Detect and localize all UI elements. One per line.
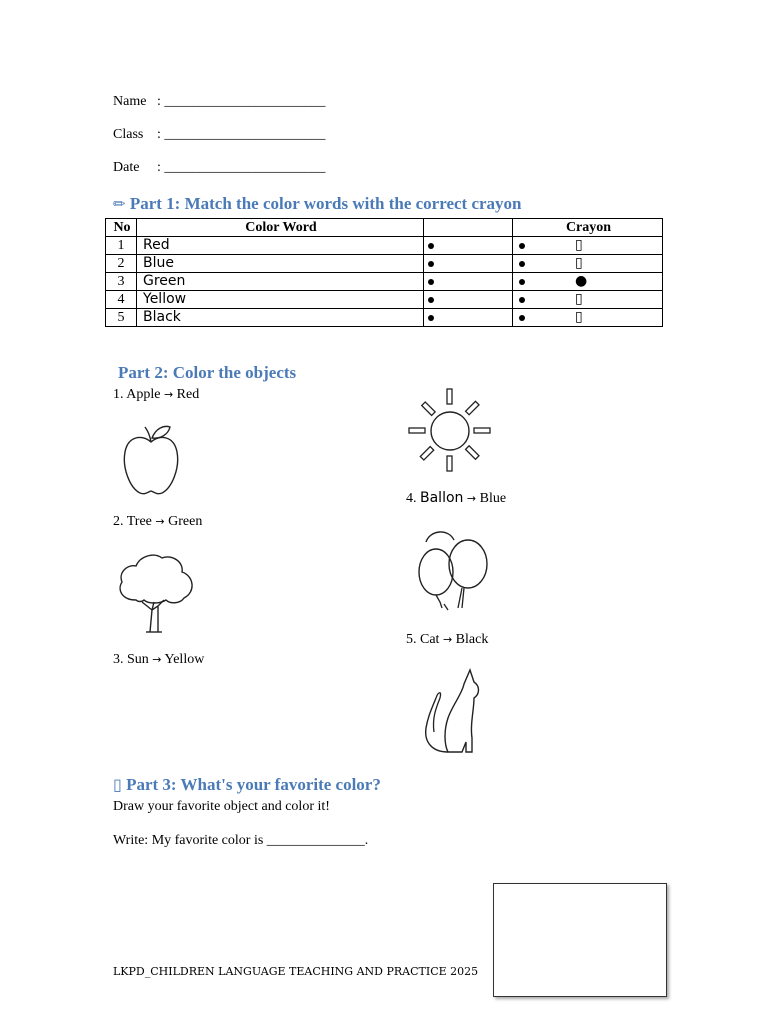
crayon-cell[interactable] [513, 309, 663, 327]
class-field[interactable] [113, 127, 325, 143]
part1-heading [113, 194, 522, 214]
row-no: 5 [106, 309, 137, 327]
row-word: Red [137, 237, 424, 255]
word-dot[interactable] [424, 309, 513, 327]
matching-table [105, 218, 663, 327]
pencil-icon: ✏ [113, 195, 126, 213]
header-crayon: Crayon [513, 219, 663, 237]
word-dot[interactable] [424, 273, 513, 291]
table-row [106, 255, 663, 273]
name-blank[interactable]: _______________________ [164, 94, 326, 109]
crayon-cell[interactable] [513, 291, 663, 309]
apple-icon[interactable] [118, 422, 184, 498]
tree-icon[interactable] [114, 550, 198, 634]
crayon-icon: ● [575, 273, 588, 289]
crayon-dot[interactable] [519, 261, 525, 267]
balloon-icon[interactable] [414, 528, 494, 614]
row-no: 3 [106, 273, 137, 291]
footer-text: LKPD_CHILDREN LANGUAGE TEACHING AND PRACTICE 2025 [113, 965, 479, 978]
part3-heading [113, 775, 381, 795]
cat-icon[interactable] [418, 668, 488, 756]
crayon-icon: ▯ [575, 309, 583, 325]
word-dot[interactable] [424, 237, 513, 255]
class-blank[interactable]: _______________________ [164, 127, 326, 142]
header-color-word: Color Word [137, 219, 424, 237]
palette-icon: ▯ [113, 775, 122, 794]
part1-title: Part 1: Match the color words with the correct crayon [129, 194, 522, 213]
row-word: Green [137, 273, 424, 291]
table-row [106, 273, 663, 291]
item-apple: 1. Apple → Red [113, 387, 200, 402]
item-cat: 5. Cat → Black [406, 632, 489, 647]
row-no: 1 [106, 237, 137, 255]
table-header-row [106, 219, 663, 237]
item-sun: 3. Sun → Yellow [113, 652, 205, 667]
row-word: Yellow [137, 291, 424, 309]
part3-instruction: Draw your favorite object and color it! [113, 799, 330, 814]
item-tree: 2. Tree → Green [113, 514, 203, 529]
table-row [106, 291, 663, 309]
date-label: Date [113, 160, 140, 175]
row-no: 4 [106, 291, 137, 309]
date-blank[interactable]: _______________________ [164, 160, 326, 175]
crayon-cell[interactable] [513, 255, 663, 273]
drawing-box[interactable] [493, 883, 667, 997]
class-separator: : [157, 127, 161, 142]
crayon-icon: ▯ [575, 291, 583, 307]
crayon-icon: ▯ [575, 255, 583, 271]
crayon-icon: ▯ [575, 237, 583, 253]
header-no: No [106, 219, 137, 237]
class-label: Class [113, 127, 144, 142]
crayon-dot[interactable] [519, 279, 525, 285]
part3-title: Part 3: What's your favorite color? [126, 775, 381, 794]
crayon-dot[interactable] [519, 297, 525, 303]
part2-title: Part 2: Color the objects [118, 363, 297, 382]
row-word: Black [137, 309, 424, 327]
row-no: 2 [106, 255, 137, 273]
name-separator: : [157, 94, 161, 109]
row-word: Blue [137, 255, 424, 273]
crayon-dot[interactable] [519, 243, 525, 249]
name-label: Name [113, 94, 147, 109]
crayon-cell[interactable] [513, 237, 663, 255]
item-balloon: 4. Ballon → Blue [406, 490, 507, 506]
favorite-color-prompt[interactable]: Write: My favorite color is ______________. [113, 833, 369, 848]
sun-icon[interactable] [408, 388, 492, 472]
header-spacer [424, 219, 513, 237]
date-separator: : [157, 160, 161, 175]
name-field[interactable] [113, 94, 325, 110]
date-field[interactable] [113, 160, 325, 176]
table-row [106, 309, 663, 327]
table-row [106, 237, 663, 255]
word-dot[interactable] [424, 255, 513, 273]
crayon-cell[interactable] [513, 273, 663, 291]
crayon-dot[interactable] [519, 315, 525, 321]
word-dot[interactable] [424, 291, 513, 309]
